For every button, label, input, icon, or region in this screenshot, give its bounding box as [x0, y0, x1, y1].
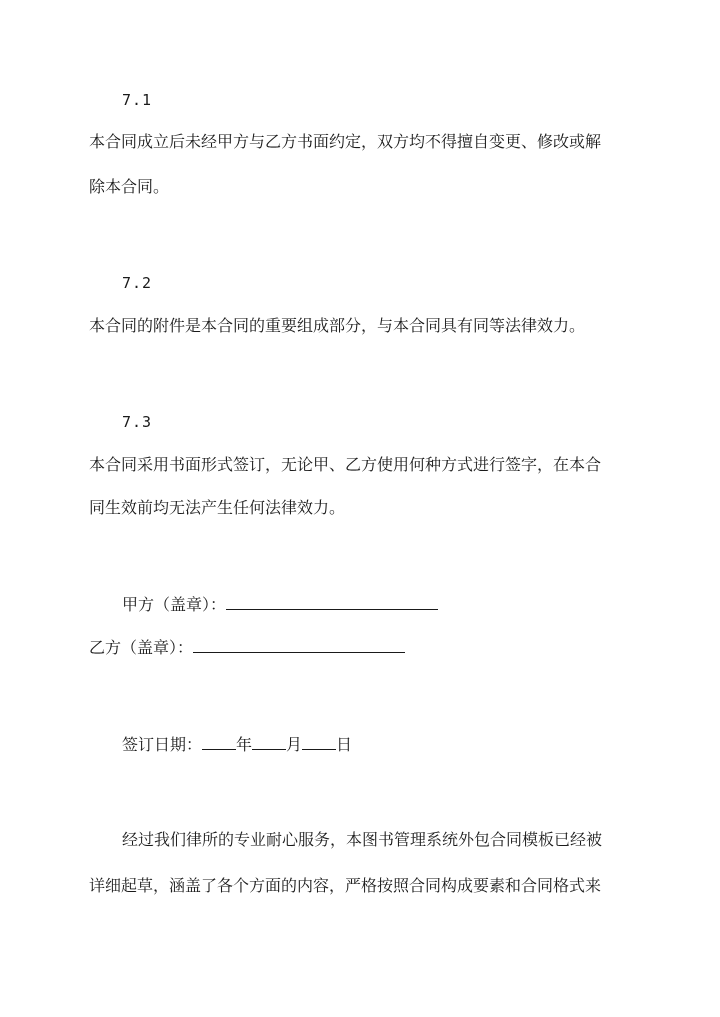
day-field[interactable] — [302, 735, 336, 750]
party-b-label: 乙方（盖章）： — [89, 638, 194, 657]
clause-number-7-3: 7.3 — [122, 413, 153, 431]
signing-date — [122, 735, 352, 755]
party-b-signature-field[interactable] — [193, 638, 405, 653]
clause-7-1-line-1: 本合同成立后未经甲方与乙方书面约定，双方均不得擅自变更、修改或解 — [89, 132, 602, 151]
clause-7-3-line-1: 本合同采用书面形式签订，无论甲、乙方使用何种方式进行签字，在本合 — [89, 455, 602, 474]
clause-number-7-1: 7.1 — [122, 91, 153, 109]
party-a-signature — [122, 595, 438, 615]
signing-date-label: 签订日期： — [122, 735, 203, 754]
day-unit: 日 — [336, 735, 353, 754]
clause-7-2-line-1: 本合同的附件是本合同的重要组成部分，与本合同具有同等法律效力。 — [89, 316, 586, 335]
month-field[interactable] — [252, 735, 286, 750]
year-field[interactable] — [202, 735, 236, 750]
party-a-signature-field[interactable] — [226, 595, 438, 610]
party-a-label: 甲方（盖章）： — [122, 595, 227, 614]
clause-7-1-line-2: 除本合同。 — [89, 177, 170, 196]
closing-line-2: 详细起草，涵盖了各个方面的内容，严格按照合同构成要素和合同格式来 — [89, 876, 602, 895]
clause-number-7-2: 7.2 — [122, 274, 153, 292]
clause-7-3-line-2: 同生效前均无法产生任何法律效力。 — [89, 498, 346, 517]
year-unit: 年 — [236, 735, 253, 754]
closing-line-1: 经过我们律所的专业耐心服务，本图书管理系统外包合同模板已经被 — [122, 830, 603, 849]
month-unit: 月 — [286, 735, 303, 754]
party-b-signature — [89, 638, 405, 658]
